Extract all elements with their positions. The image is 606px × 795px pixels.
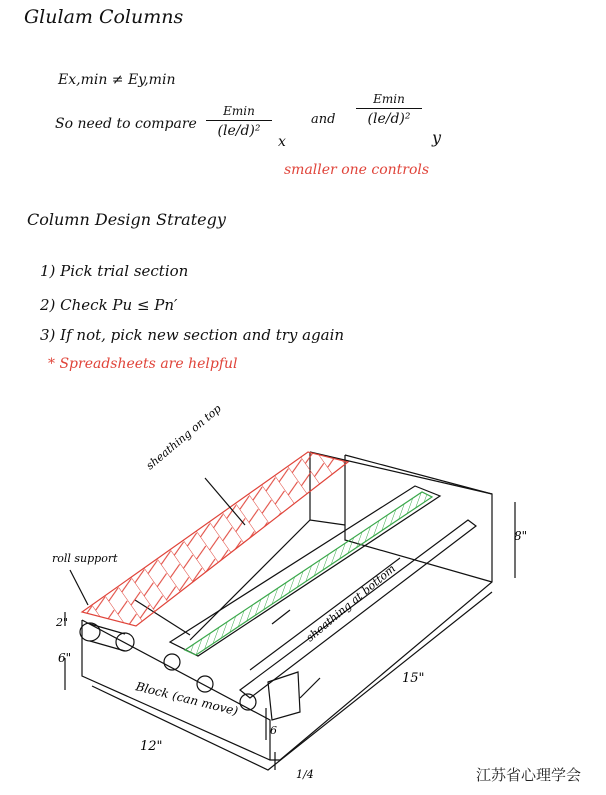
dim-15: 15" xyxy=(402,671,425,686)
dim-8: 8" xyxy=(514,529,528,543)
x-axis-label: x xyxy=(278,134,286,150)
box-far-wall xyxy=(310,452,492,494)
label-sheathing-bottom: sheathing at bottom xyxy=(303,562,399,645)
dim-6b: 6 xyxy=(270,724,277,737)
y-axis-label: y xyxy=(432,128,442,147)
spreadsheet-note: * Spreadsheets are helpful xyxy=(48,356,238,372)
roll-support-2 xyxy=(116,633,134,651)
top-sheathing xyxy=(82,452,348,626)
dim-6: 6" xyxy=(58,651,72,665)
fraction-x-bar xyxy=(206,120,272,121)
pointer-roll xyxy=(70,570,88,605)
fraction-x-denominator: (le/d)² xyxy=(217,123,261,139)
pointer-bottom xyxy=(272,610,290,624)
step-2: 2) Check Pu ≤ Pn′ xyxy=(40,296,178,314)
label-sheathing-top: sheathing on top xyxy=(143,402,224,473)
smaller-controls-note: smaller one controls xyxy=(284,162,430,178)
dim-2: 2" xyxy=(56,616,69,629)
roller-bar-1 xyxy=(90,624,125,634)
strategy-title: Column Design Strategy xyxy=(27,210,226,229)
label-roll-support: roll support xyxy=(52,552,118,565)
step-3: 3) If not, pick new section and try again xyxy=(40,326,345,344)
fraction-y-bar xyxy=(356,108,422,109)
and-text: and xyxy=(311,112,336,127)
compare-text: So need to compare xyxy=(55,116,197,132)
watermark: 江苏省心理学会 xyxy=(476,766,582,784)
page-title: Glulam Columns xyxy=(24,6,184,28)
fraction-y-denominator: (le/d)² xyxy=(367,111,411,127)
fraction-y xyxy=(356,92,422,127)
label-block: Block (can move) xyxy=(134,679,240,719)
fraction-x-numerator: Emin xyxy=(223,104,255,118)
dim-quarter: 1/4 xyxy=(296,768,314,781)
movable-block xyxy=(268,672,300,720)
test-rig-sketch xyxy=(0,400,606,795)
dim-12: 12" xyxy=(140,739,163,754)
step-1: 1) Pick trial section xyxy=(40,262,189,280)
modulus-inequality: Ex,min ≠ Ey,min xyxy=(58,72,176,88)
fraction-x xyxy=(206,104,272,139)
roll-support-4 xyxy=(197,676,213,692)
roller-bar-2 xyxy=(90,641,125,651)
pointer-arrow-up xyxy=(300,678,320,698)
fraction-y-numerator: Emin xyxy=(373,92,405,106)
